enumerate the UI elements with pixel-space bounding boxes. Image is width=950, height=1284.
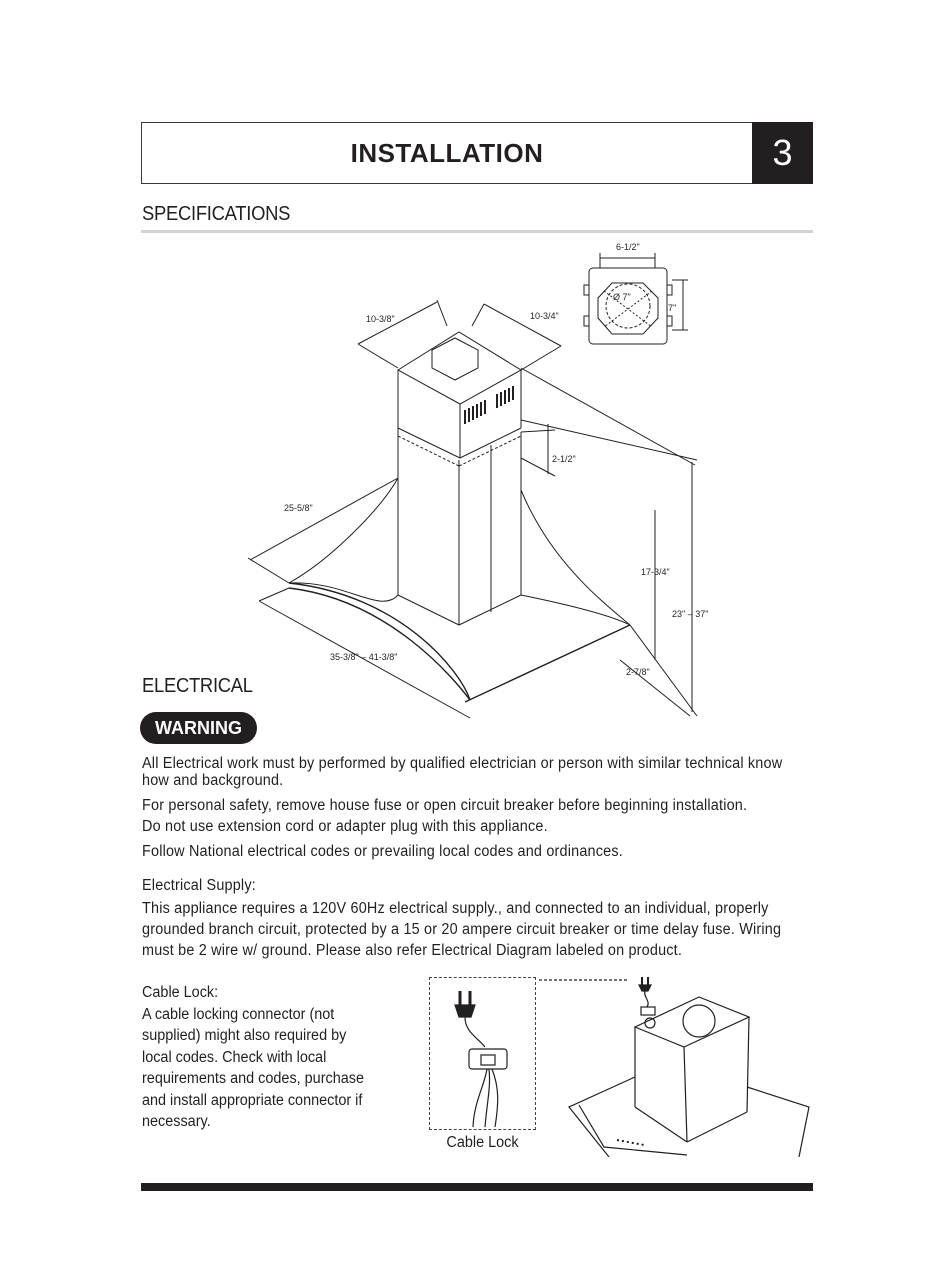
chimney-top xyxy=(398,332,521,404)
cable-lock-body: A cable locking connector (not supplied) might also required by local codes. Check with local requirements and codes, purchase and install appropriate connector if necessary. xyxy=(142,1005,364,1130)
supply-text: This appliance requires a 120V 60Hz electrical supply., and connected to an individual, properly grounded branch circuit, protected by a 15 or 20 ampere circuit breaker or time delay fuse. Wiring must be 2 wire w/ ground. Please also refer Electrical Diagram labeled on product. xyxy=(142,900,782,959)
dim-width-range: 35-3/8" – 41-3/8" xyxy=(330,652,398,662)
page-title: INSTALLATION xyxy=(350,138,544,168)
chapter-number: 3 xyxy=(752,122,813,184)
dim-chimney-depth: 10-3/8" xyxy=(366,314,395,324)
cable-lock-diagram xyxy=(429,977,829,1157)
electrical-para-safety: For personal safety, remove house fuse or open circuit breaker before beginning installation. xyxy=(142,797,748,814)
canopy-left-edge xyxy=(289,478,398,583)
vent-circle xyxy=(606,284,650,328)
electrical-para-qualified: All Electrical work must by performed by qualified electrician or person with similar technical know how and background. xyxy=(142,755,783,789)
cable-lock-heading: Cable Lock: xyxy=(142,984,219,1001)
dim-vent-diameter: Ø 7" xyxy=(613,292,631,302)
specifications-heading: SPECIFICATIONS xyxy=(142,203,291,225)
dim-vent-height: 7" xyxy=(668,303,677,313)
dim-hood-depth: 25-5/8" xyxy=(284,503,313,513)
footer-bar xyxy=(141,1183,813,1191)
electrical-para-codes: Follow National electrical codes or prevailing local codes and ordinances. xyxy=(142,843,623,860)
cable-lock-caption: Cable Lock xyxy=(446,1134,519,1151)
warning-badge: WARNING xyxy=(140,712,257,744)
dim-overlap: 2-1/2" xyxy=(552,454,576,464)
supply-heading: Electrical Supply: xyxy=(142,877,256,894)
hood-top xyxy=(635,997,749,1047)
vent-plate xyxy=(589,268,667,344)
electrical-para-extension: Do not use extension cord or adapter plug with this appliance. xyxy=(142,818,548,835)
dim-glass-thickness: 2-7/8" xyxy=(626,667,650,677)
dim-total-height: 23" – 37" xyxy=(672,609,709,619)
cable-lock-text xyxy=(142,982,375,1133)
canopy-right-edge xyxy=(521,490,630,625)
electrical-heading: ELECTRICAL xyxy=(142,675,253,697)
dim-chimney-width: 10-3/4" xyxy=(530,311,559,321)
cable-lock-connector xyxy=(469,1049,507,1069)
dim-vent-width: 6-1/2" xyxy=(616,242,640,252)
dim-lower-chimney-height: 17-3/4" xyxy=(641,567,670,577)
